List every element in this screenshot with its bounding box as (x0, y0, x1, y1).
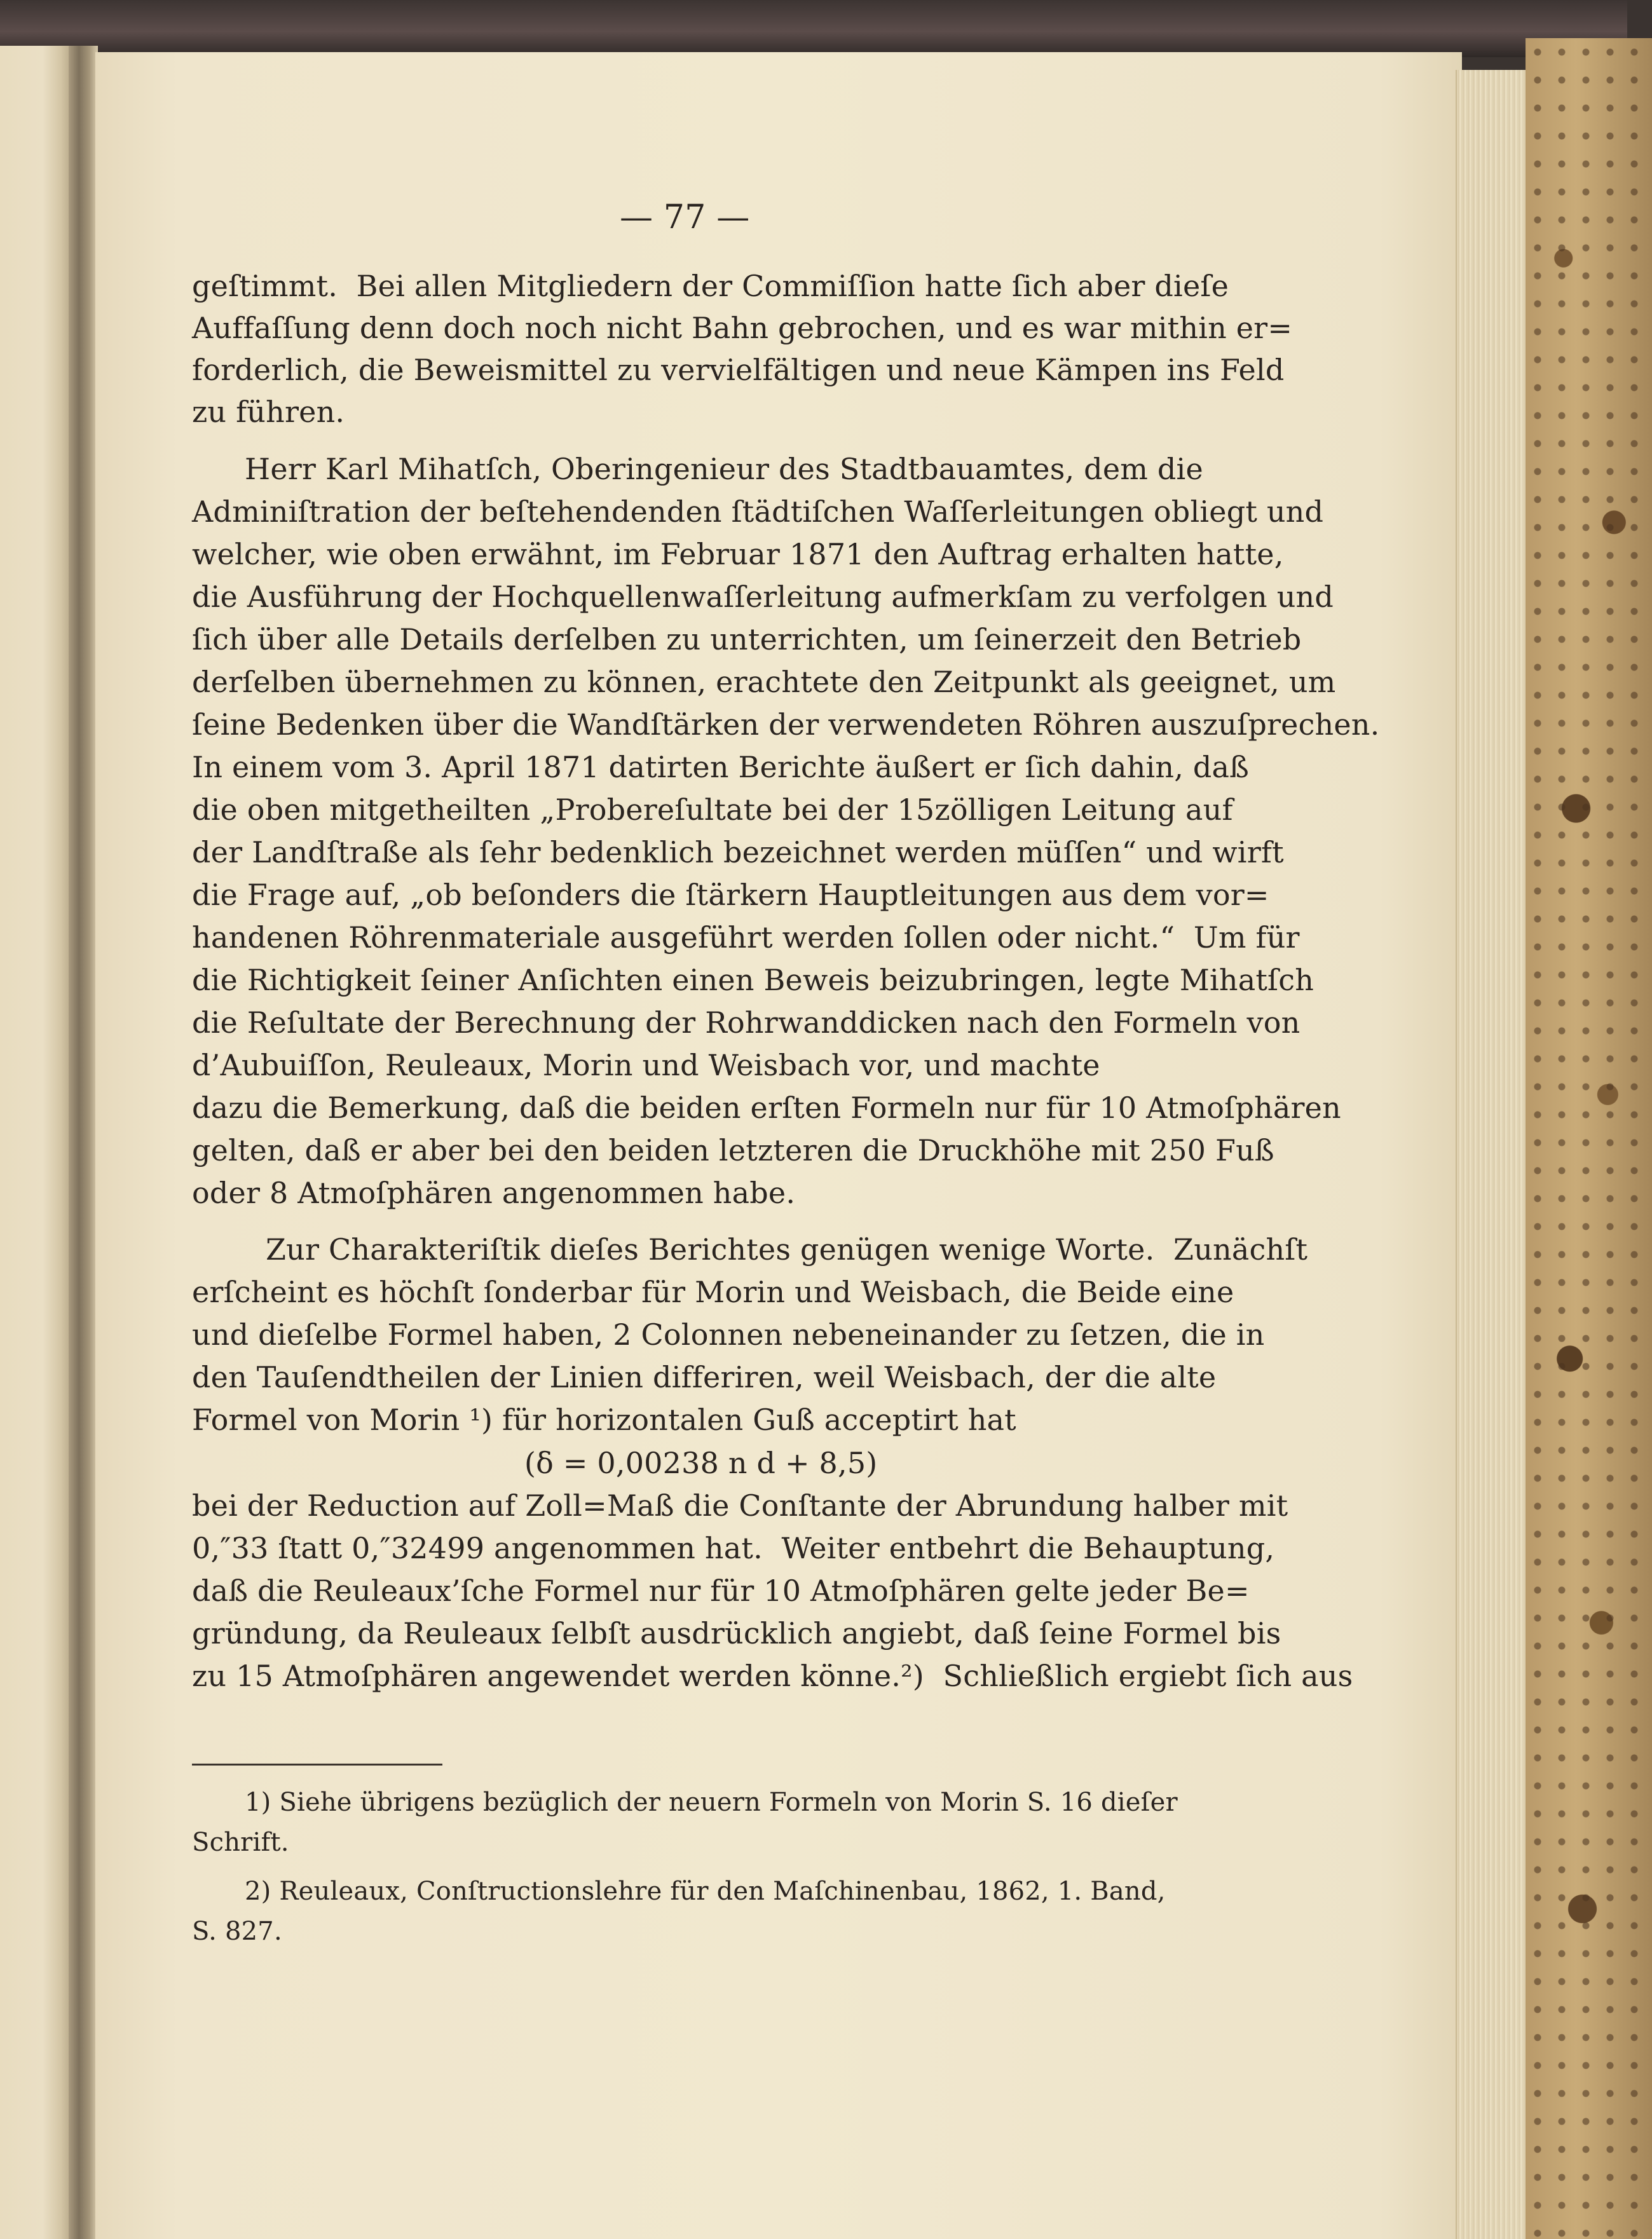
footnote-line: 2) Reuleaux, Conſtructionslehre für den Maſchinenbau, 1862, 1. Band, (245, 1877, 1166, 1906)
text-line: derſelben übernehmen zu können, erachtete den Zeitpunkt als geeignet, um (192, 665, 1336, 699)
footnote-line: 1) Siehe übrigens bezüglich der neuern Formeln von Morin S. 16 dieſer (245, 1788, 1178, 1817)
text-line: ſich über alle Details derſelben zu unterrichten, um ſeinerzeit den Betrieb (192, 622, 1302, 657)
footnote-line: Schrift. (192, 1828, 289, 1857)
book-gutter (69, 46, 98, 2239)
text-line: Adminiſtration der beſtehendenden ſtädtiſchen Waſſerleitungen obliegt und (192, 494, 1324, 529)
marbled-pattern (1526, 38, 1652, 2239)
text-line: welcher, wie oben erwähnt, im Februar 1871 den Auftrag erhalten hatte, (192, 537, 1284, 571)
formula: (δ = 0,00238 n d + 8,5) (524, 1446, 878, 1480)
text-line: 0,″33 ſtatt 0,″32499 angenommen hat. Weiter entbehrt die Behauptung, (192, 1531, 1275, 1565)
text-line: erſcheint es höchſt ſonderbar für Morin und Weisbach, die Beide eine (192, 1275, 1234, 1309)
text-line: handenen Röhrenmateriale ausgeführt werden ſollen oder nicht.“ Um für (192, 920, 1300, 955)
footnote-divider (192, 1764, 442, 1766)
text-line: den Tauſendtheilen der Linien differiren, weil Weisbach, der die alte (192, 1360, 1217, 1394)
text-line: gelten, daß er aber bei den beiden letzteren die Druckhöhe mit 250 Fuß (192, 1133, 1274, 1167)
page-edges (1456, 70, 1527, 2239)
text-line: zu führen. (192, 395, 345, 429)
text-line: Herr Karl Mihatſch, Oberingenieur des Stadtbauamtes, dem die (245, 452, 1203, 486)
text-line: die Frage auf, „ob beſonders die ſtärkern Hauptleitungen aus dem vor= (192, 878, 1269, 912)
text-line: die oben mitgetheilten „Probereſultate bei der 15zölligen Leitung auf (192, 793, 1233, 827)
text-line: daß die Reuleaux’ſche Formel nur für 10 Atmoſphären gelte jeder Be= (192, 1574, 1250, 1608)
text-line: Auffaſſung denn doch noch nicht Bahn gebrochen, und es war mithin er= (192, 311, 1293, 345)
footnote-line: S. 827. (192, 1917, 282, 1946)
text-line: oder 8 Atmoſphären angenommen habe. (192, 1176, 796, 1210)
text-line: bei der Reduction auf Zoll=Maß die Conſtante der Abrundung halber mit (192, 1488, 1288, 1523)
text-line: d’Aubuiſſon, Reuleaux, Morin und Weisbach vor, und machte (192, 1048, 1100, 1082)
text-line: die Ausführung der Hochquellenwaſſerleitung aufmerkſam zu verfolgen und (192, 580, 1334, 614)
text-line: Zur Charakteriſtik dieſes Berichtes genügen wenige Worte. Zunächſt (266, 1232, 1308, 1267)
text-line: die Richtigkeit ſeiner Anſichten einen Beweis beizubringen, legte Mihatſch (192, 963, 1314, 997)
text-line: Formel von Morin ¹) für horizontalen Guß acceptirt hat (192, 1403, 1016, 1437)
text-line: ſeine Bedenken über die Wandſtärken der verwendeten Röhren auszuſprechen. (192, 707, 1380, 742)
left-page-edge (0, 46, 71, 2239)
book-cover-top (0, 0, 1627, 57)
text-line: dazu die Bemerkung, daß die beiden erſten Formeln nur für 10 Atmoſphären (192, 1091, 1341, 1125)
text-line: geſtimmt. Bei allen Mitgliedern der Commiſſion hatte ſich aber dieſe (192, 269, 1229, 303)
text-line: der Landſtraße als ſehr bedenklich bezeichnet werden müſſen“ und wirft (192, 835, 1284, 869)
text-line: In einem vom 3. April 1871 datirten Berichte äußert er ſich dahin, daß (192, 750, 1250, 784)
text-line: forderlich, die Beweismittel zu vervielfältigen und neue Kämpen ins Feld (192, 353, 1285, 387)
text-line: gründung, da Reuleaux ſelbſt ausdrücklich angiebt, daß ſeine Formel bis (192, 1616, 1281, 1650)
text-line: die Reſultate der Berechnung der Rohrwanddicken nach den Formeln von (192, 1005, 1300, 1040)
text-line: zu 15 Atmoſphären angewendet werden könne.²) Schließlich ergiebt ſich aus (192, 1659, 1353, 1693)
page-number: — 77 — (620, 198, 750, 236)
text-line: und dieſelbe Formel haben, 2 Colonnen nebeneinander zu ſetzen, die in (192, 1317, 1265, 1352)
